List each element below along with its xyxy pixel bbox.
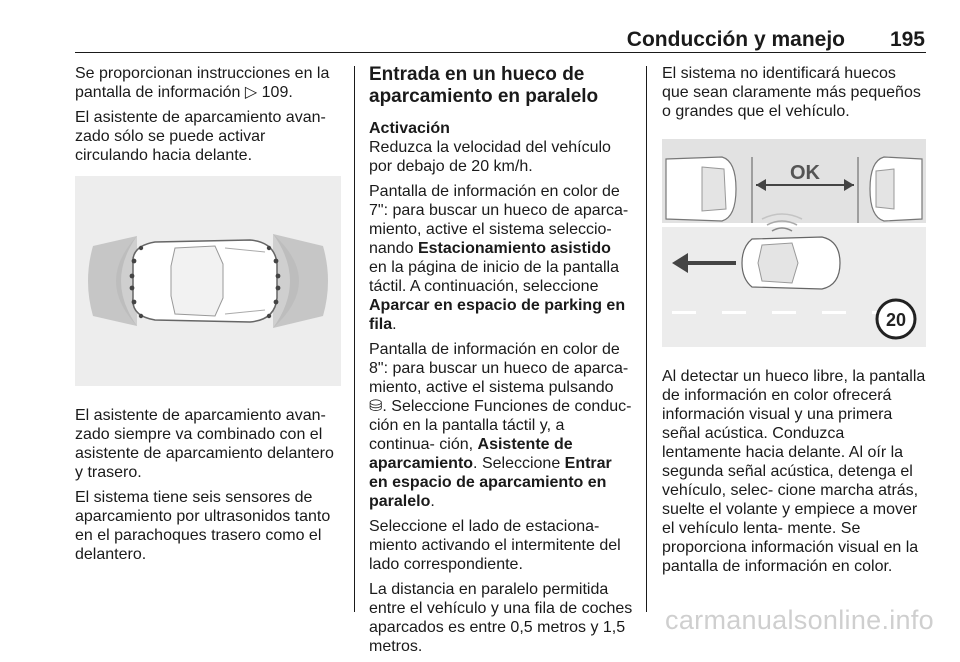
page-number: 195 bbox=[889, 28, 925, 51]
menu-term-entrar-en-espacio: Entrar en espacio de aparcamiento en paralelo bbox=[369, 455, 612, 510]
page-ref-link[interactable]: 109. bbox=[261, 84, 293, 101]
column-3 bbox=[662, 64, 926, 582]
page-ref-arrow-icon: ▷ bbox=[244, 84, 258, 101]
menu-term-asistente-aparcamiento: Asistente de aparcamiento bbox=[369, 436, 573, 472]
col2-paragraph-5: La distancia en paralelo permitida entre el vehículo y una fila de coches aparcados es entre 0,5 metros y 1,5 metros. bbox=[369, 581, 633, 655]
col2-paragraph-4: Seleccione el lado de estaciona- miento activando el intermitente del lado correspondiente. bbox=[369, 518, 621, 573]
page-header bbox=[75, 22, 925, 52]
menu-term-aparcar-en-fila: Aparcar en espacio de parking en fila bbox=[369, 297, 626, 333]
col2-paragraph-1: Reduzca la velocidad del vehículo por debajo de 20 km/h. bbox=[369, 139, 611, 175]
header-rule bbox=[75, 52, 926, 53]
col1-paragraph-4: El sistema tiene seis sensores de aparcamiento por ultrasonidos tanto en el parachoques trasero como el delantero. bbox=[75, 489, 331, 563]
subsection-heading: Activación bbox=[369, 120, 450, 137]
watermark: carmanualsonline.info bbox=[665, 605, 934, 635]
column-divider-1 bbox=[354, 66, 355, 612]
column-2 bbox=[369, 64, 633, 662]
col1-paragraph-3: El asistente de aparcamiento avan- zado siempre va combinado con el asistente de aparcamiento delantero y trasero. bbox=[75, 407, 334, 481]
sensor-coverage-figure bbox=[75, 176, 341, 391]
col1-paragraph-1: Se proporcionan instrucciones en la pantalla de información ▷ 109. bbox=[75, 65, 330, 101]
speed-limit-label: 20 bbox=[885, 310, 907, 330]
col3-paragraph-1: El sistema no identificará huecos que sean claramente más pequeños o grandes que el vehículo. bbox=[662, 65, 921, 120]
car-settings-icon: ⛁ bbox=[369, 398, 383, 415]
parking-space-figure bbox=[662, 139, 926, 352]
chapter-title: Conducción y manejo bbox=[626, 28, 845, 51]
section-heading: Entrada en un hueco de aparcamiento en paralelo bbox=[369, 64, 599, 107]
menu-term-estacionamiento-asistido: Estacionamiento asistido bbox=[417, 240, 611, 257]
column-divider-2 bbox=[646, 66, 647, 612]
col2-paragraph-2: Pantalla de información en color de 7": para buscar un hueco de aparca- miento, active el sistema seleccio- nando Estacionamiento asistido en la página de inicio de la pantalla táctil. A continuación, seleccione Aparcar en espacio de parking en fila. bbox=[369, 183, 629, 333]
col3-paragraph-2: Al detectar un hueco libre, la pantalla de información en color ofrecerá información visual y una primera señal acústica. Conduzca lentamente hacia delante. Al oír la segunda señal acústica, detenga el vehículo, selec- cione marcha atrás, suelte el volante y empiece a mover el vehículo lenta- mente. Se proporciona información visual en la pantalla de información en color. bbox=[662, 368, 926, 575]
col2-paragraph-3: Pantalla de información en color de 8": para buscar un hueco de aparca- miento, active el sistema pulsando ⛁. Seleccione Funciones de conduc- ción en la pantalla táctil y, a continua- ción, Asistente de aparcamiento. Seleccione Entrar en espacio de aparcamiento en paralelo. bbox=[369, 341, 632, 510]
column-1 bbox=[75, 64, 341, 570]
col1-paragraph-2: El asistente de aparcamiento avan- zado sólo se puede activar circulando hacia delante. bbox=[75, 109, 326, 164]
ok-label: OK bbox=[790, 162, 820, 184]
